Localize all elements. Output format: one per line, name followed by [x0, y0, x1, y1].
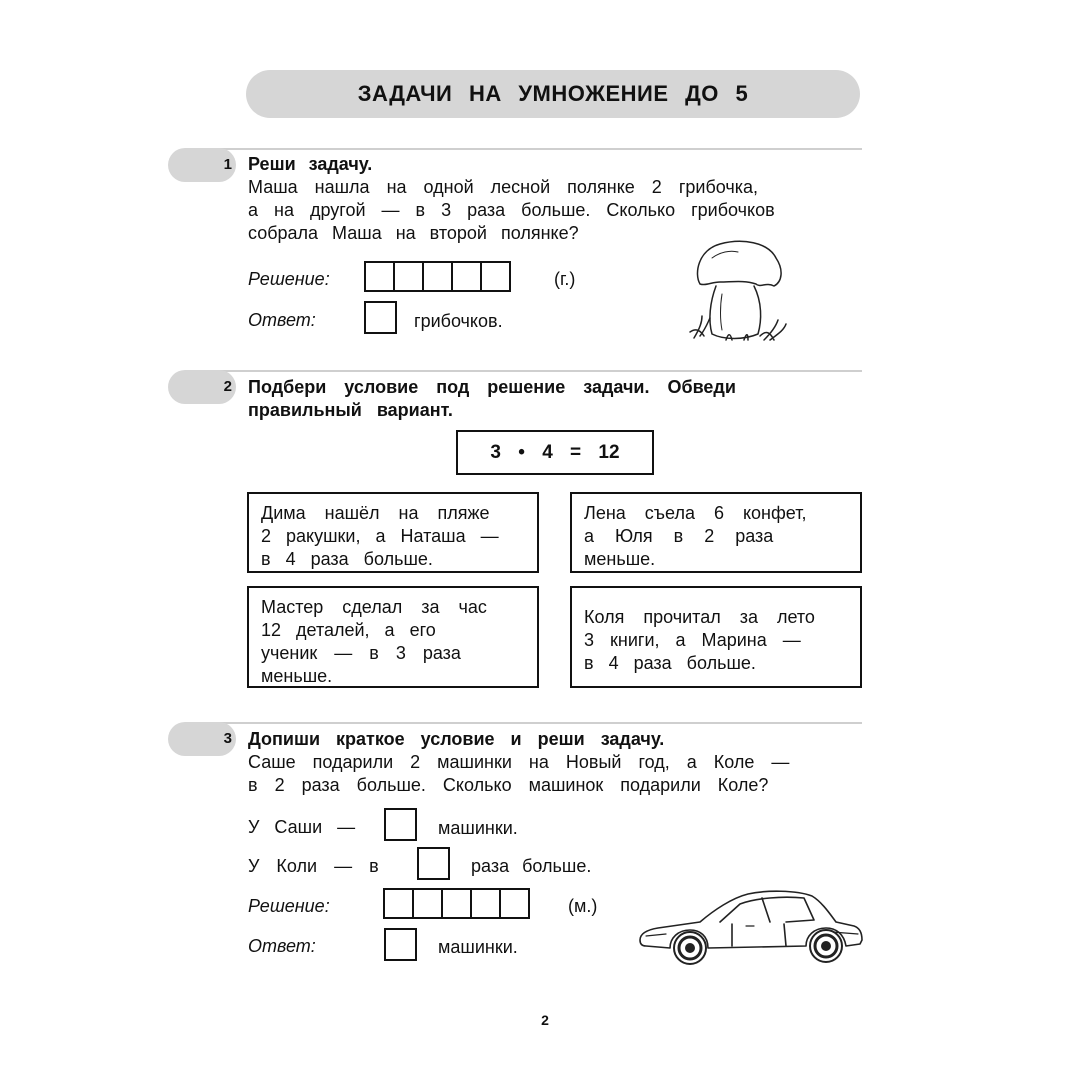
task-1-text-line [248, 199, 830, 222]
option-line: 12 деталей, а его [261, 620, 436, 640]
solution-cell[interactable] [499, 888, 530, 919]
task-1-solution-unit: (г.) [554, 269, 576, 289]
task-1-answer-unit: грибочков. [414, 311, 503, 331]
option-card[interactable] [570, 586, 862, 688]
equation-box [456, 430, 654, 475]
task-3-heading: Допиши краткое условие и реши задачу. [248, 729, 665, 749]
task-3-divider [205, 722, 862, 724]
task-3-row1-prefix: У Саши — [248, 817, 356, 837]
solution-cell[interactable] [451, 261, 482, 292]
task-1-text [248, 176, 830, 245]
task-3-row1-suffix: машинки. [438, 818, 518, 838]
option-line: в 4 раза больше. [584, 653, 756, 673]
option-card[interactable] [247, 586, 539, 688]
option-line: в 4 раза больше. [261, 549, 433, 569]
task-3-text-line [248, 751, 834, 774]
task-3-solution-label: Решение: [248, 896, 330, 916]
task-1-answer-box[interactable] [364, 301, 397, 334]
solution-cell[interactable] [470, 888, 501, 919]
option-line: Коля прочитал за лето [584, 607, 815, 627]
task-1-text-line [248, 176, 830, 199]
page-number: 2 [541, 1012, 549, 1028]
task-3-solution-cells[interactable] [383, 888, 528, 919]
option-card[interactable] [247, 492, 539, 573]
solution-cell[interactable] [383, 888, 414, 919]
task-3-row2-suffix: раза больше. [471, 856, 592, 876]
option-line: Лена съела 6 конфет, [584, 503, 807, 523]
solution-cell[interactable] [441, 888, 472, 919]
option-line: Дима нашёл на пляже [261, 503, 490, 523]
task-3-line-2: в 2 раза больше. Сколько машинок подарили Коле? [248, 775, 769, 795]
task-3-number: 3 [223, 730, 232, 747]
solution-cell[interactable] [364, 261, 395, 292]
task-3-row2-box[interactable] [417, 847, 450, 880]
task-2-heading-line [248, 376, 781, 399]
task-3-line-1: Саше подарили 2 машинки на Новый год, а Коле — [248, 752, 790, 772]
task-2-heading-line-1: Подбери условие под решение задачи. Обведи [248, 377, 736, 397]
task-1-line-1: Маша нашла на одной лесной полянке 2 грибочка, [248, 177, 759, 197]
task-2-heading [248, 376, 781, 422]
task-1-heading: Реши задачу. [248, 154, 373, 174]
task-2-number: 2 [223, 378, 232, 395]
task-1-line-3: собрала Маша на второй полянке? [248, 223, 579, 243]
task-1-solution-cells[interactable] [364, 261, 509, 292]
car-icon [636, 888, 864, 968]
option-line: меньше. [261, 666, 333, 686]
task-3-row1-box[interactable] [384, 808, 417, 841]
task-2-heading-line-2: правильный вариант. [248, 400, 453, 420]
option-line: Мастер сделал за час [261, 597, 487, 617]
task-2-divider [205, 370, 862, 372]
page-title-text: ЗАДАЧИ НА УМНОЖЕНИЕ ДО 5 [357, 81, 749, 106]
option-line: меньше. [584, 549, 656, 569]
task-3-text-line [248, 774, 834, 797]
task-1-divider [205, 148, 862, 150]
task-2-heading-line [248, 399, 781, 422]
task-3-solution-unit: (м.) [568, 896, 598, 916]
task-3-answer-unit: машинки. [438, 937, 518, 957]
mushroom-icon [686, 236, 790, 346]
solution-cell[interactable] [393, 261, 424, 292]
task-3-answer-box[interactable] [384, 928, 417, 961]
page-title [246, 70, 860, 118]
solution-cell[interactable] [422, 261, 453, 292]
option-line: а Юля в 2 раза [584, 526, 774, 546]
task-1-answer-label: Ответ: [248, 310, 316, 330]
task-1-line-2: а на другой — в 3 раза больше. Сколько грибочков [248, 200, 775, 220]
option-card[interactable] [570, 492, 862, 573]
equation-text: 3 • 4 = 12 [490, 441, 620, 463]
solution-cell[interactable] [480, 261, 511, 292]
task-1-solution-label: Решение: [248, 269, 330, 289]
task-3-text [248, 751, 834, 797]
option-line: 3 книги, а Марина — [584, 630, 801, 650]
task-3-answer-label: Ответ: [248, 936, 316, 956]
option-line: 2 ракушки, а Наташа — [261, 526, 499, 546]
solution-cell[interactable] [412, 888, 443, 919]
task-1-number: 1 [223, 156, 232, 173]
task-3-row2-prefix: У Коли — в [248, 856, 379, 876]
option-line: ученик — в 3 раза [261, 643, 461, 663]
